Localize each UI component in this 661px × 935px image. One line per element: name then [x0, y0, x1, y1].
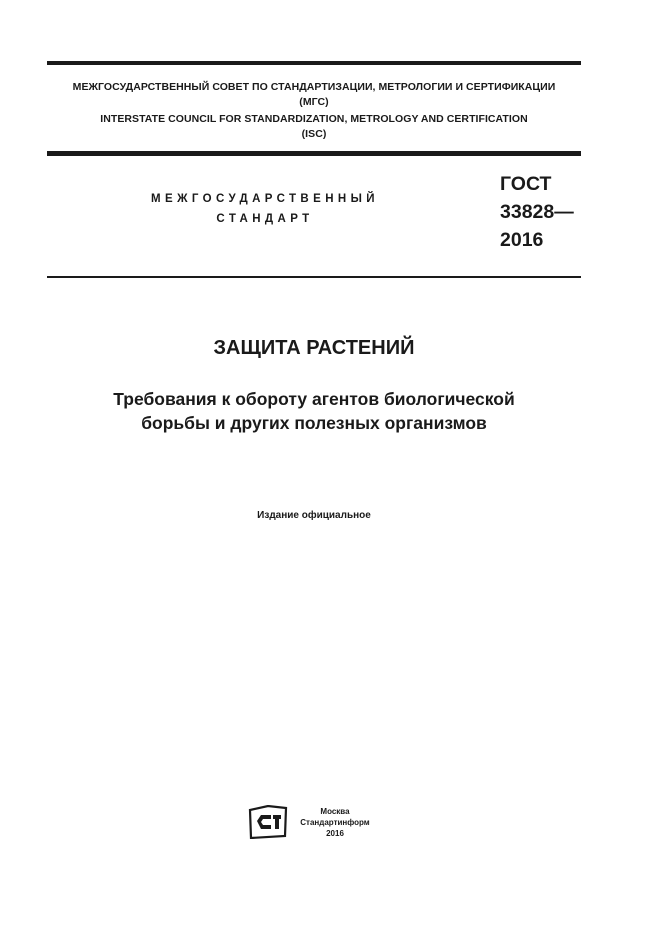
- logo-text: СТ: [268, 824, 270, 825]
- publisher-block: [290, 806, 380, 839]
- gost-prefix: ГОСТ: [500, 173, 552, 195]
- council-en-abbr: (ISC): [301, 128, 327, 140]
- council-ru-abbr: (МГС): [299, 96, 329, 108]
- middle-rule: [47, 151, 581, 156]
- bottom-rule: [47, 276, 581, 278]
- council-en: [47, 112, 581, 142]
- publisher-year: 2016: [326, 829, 344, 838]
- top-rule: [47, 61, 581, 65]
- standartinform-logo-icon: [248, 805, 288, 839]
- council-ru: [47, 80, 581, 110]
- subtitle-line1: Требования к обороту агентов биологической: [113, 389, 515, 409]
- council-en-name: INTERSTATE COUNCIL FOR STANDARDIZATION, METROLOGY AND CERTIFICATION: [100, 113, 528, 125]
- publisher-name: Стандартинформ: [300, 818, 370, 827]
- publisher-city: Москва: [320, 807, 350, 816]
- document-title: ЗАЩИТА РАСТЕНИЙ: [213, 337, 415, 359]
- gost-designation: [500, 170, 574, 254]
- document-subtitle: [47, 387, 581, 435]
- standard-type-line1: МЕЖГОСУДАРСТВЕННЫЙ: [151, 193, 379, 205]
- subtitle-line2: борьбы и других полезных организмов: [141, 413, 487, 433]
- edition-label: Издание официальное: [257, 510, 371, 521]
- gost-year: 2016: [500, 229, 544, 251]
- council-ru-name: МЕЖГОСУДАРСТВЕННЫЙ СОВЕТ ПО СТАНДАРТИЗАЦИИ, МЕТРОЛОГИИ И СЕРТИФИКАЦИИ: [72, 81, 556, 93]
- gost-number: 33828—: [500, 201, 574, 223]
- standard-type-line2: СТАНДАРТ: [216, 213, 314, 225]
